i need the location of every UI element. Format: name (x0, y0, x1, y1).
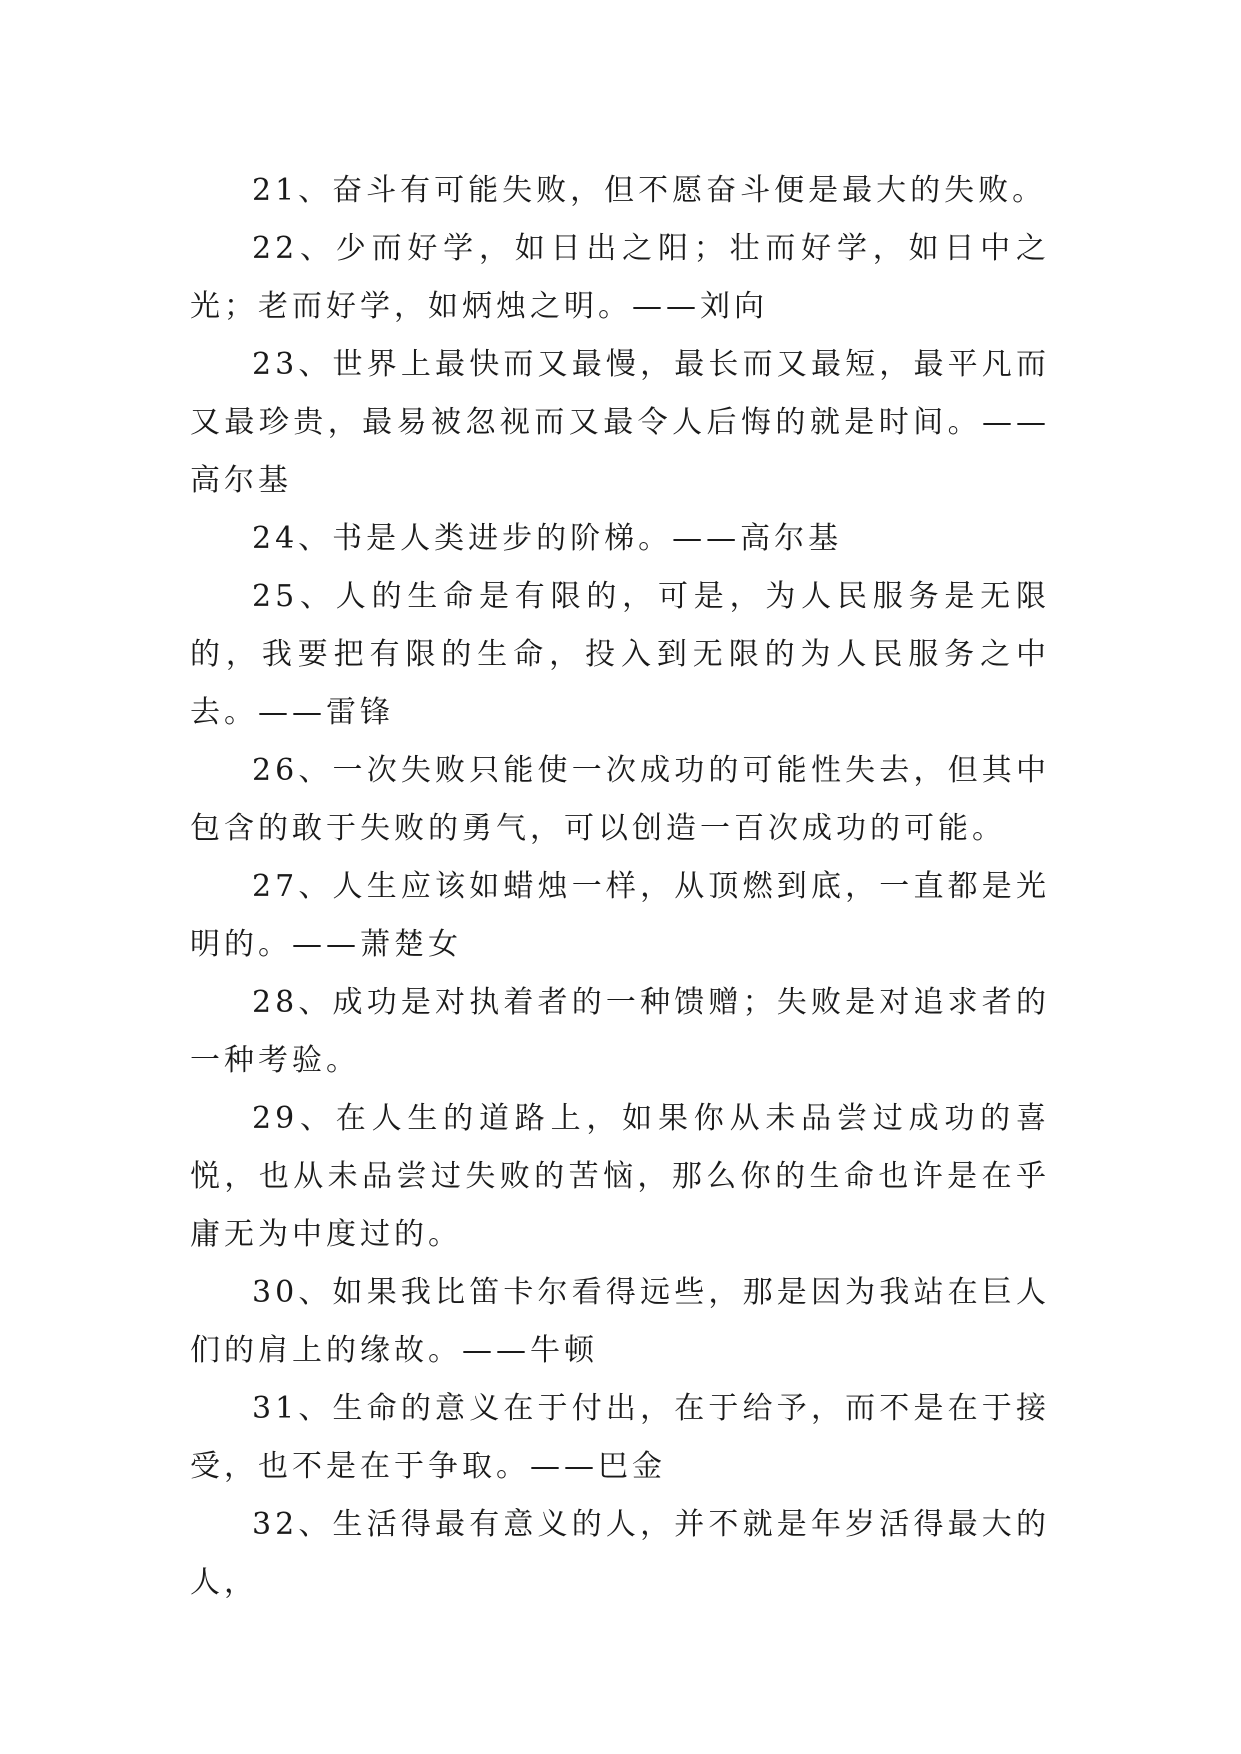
document-body (190, 162, 1050, 1612)
quote-paragraph: 21、奋斗有可能失败，但不愿奋斗便是最大的失败。 (252, 173, 1047, 208)
quote-paragraph: 22、少而好学，如日出之阳；壮而好学，如日中之光；老而好学，如炳烛之明。——刘向 (190, 231, 1050, 324)
quote-paragraph: 24、书是人类进步的阶梯。——高尔基 (252, 521, 843, 556)
quote-paragraph: 30、如果我比笛卡尔看得远些，那是因为我站在巨人们的肩上的缘故。——牛顿 (190, 1275, 1050, 1368)
quote-paragraph: 31、生命的意义在于付出，在于给予，而不是在于接受，也不是在于争取。——巴金 (190, 1391, 1050, 1484)
quote-paragraph: 32、生活得最有意义的人，并不就是年岁活得最大的人， (190, 1507, 1050, 1600)
quote-paragraph: 25、人的生命是有限的，可是，为人民服务是无限的，我要把有限的生命，投入到无限的为人民服务之中去。——雷锋 (190, 579, 1050, 730)
quote-paragraph: 28、成功是对执着者的一种馈赠；失败是对追求者的一种考验。 (190, 985, 1050, 1078)
quote-paragraph: 26、一次失败只能使一次成功的可能性失去，但其中包含的敢于失败的勇气，可以创造一百次成功的可能。 (190, 753, 1050, 846)
quote-paragraph: 29、在人生的道路上，如果你从未品尝过成功的喜悦，也从未品尝过失败的苦恼，那么你的生命也许是在乎庸无为中度过的。 (190, 1101, 1050, 1252)
quote-paragraph: 23、世界上最快而又最慢，最长而又最短，最平凡而又最珍贵，最易被忽视而又最令人后悔的就是时间。——高尔基 (190, 347, 1050, 498)
quote-paragraph: 27、人生应该如蜡烛一样，从顶燃到底，一直都是光明的。——萧楚女 (190, 869, 1050, 962)
